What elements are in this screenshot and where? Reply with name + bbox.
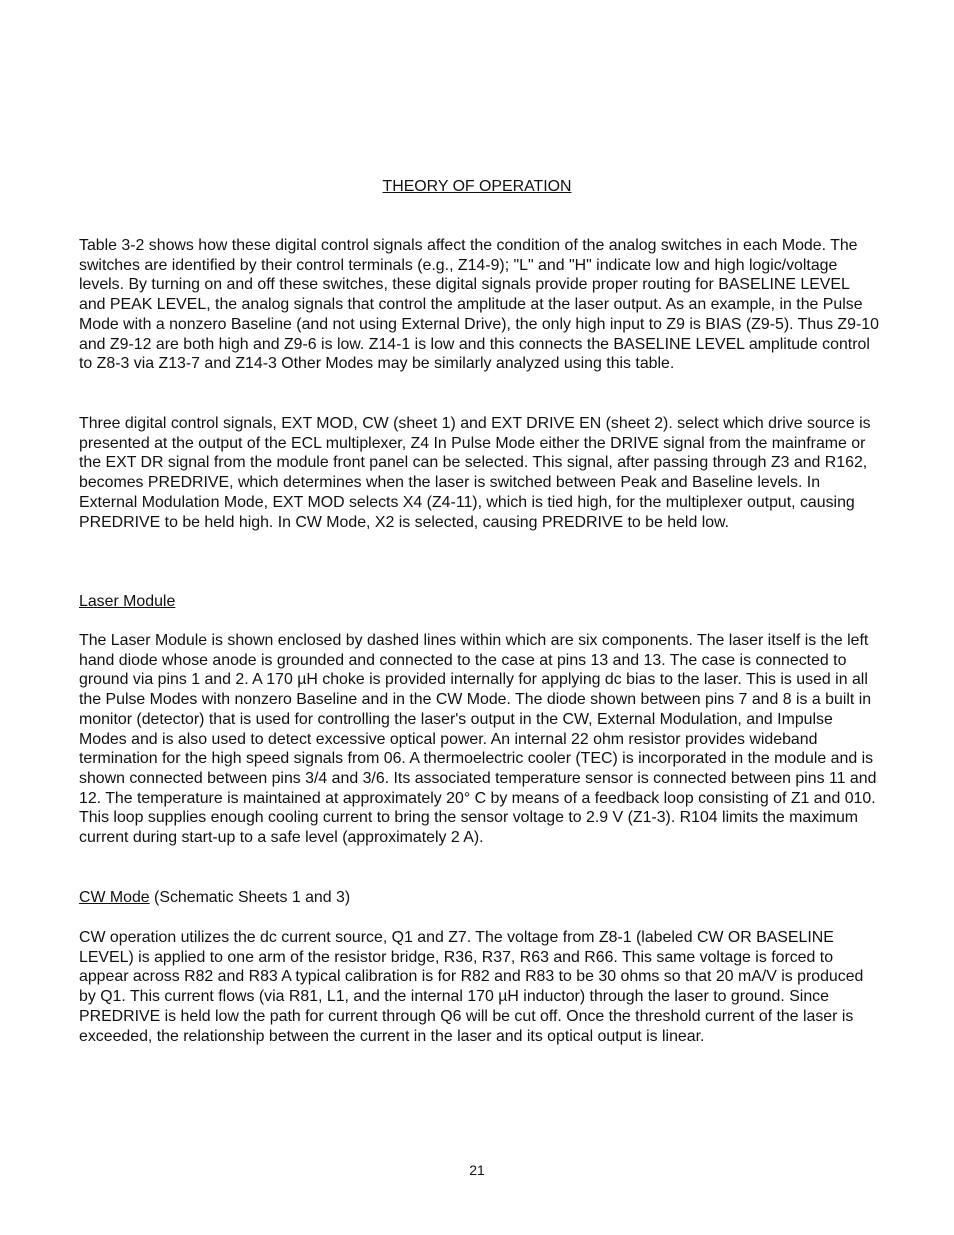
cw-mode-heading-note: (Schematic Sheets 1 and 3): [149, 889, 351, 906]
paragraph-laser-module: The Laser Module is shown enclosed by dashed lines within which are six components. The laser itself is the left hand diode whose anode is grounded and connected to the case at pins 13 and 13. The case is connected to ground via pins 1 and 2. A 170 µH choke is provided internally for applying dc bias to the laser. This is used in all the Pulse Modes with nonzero Baseline and in the CW Mode. The diode shown between pins 7 and 8 is a built in monitor (detector) that is used for controlling the laser's output in the CW, External Modulation, and Impulse Modes and is also used to detect excessive optical power. An internal 22 ohm resistor provides wideband termination for the high speed signals from 06. A thermoelectric cooler (TEC) is incorporated in the module and is shown connected between pins 3/4 and 3/6. Its associated temperature sensor is connected between pins 11 and 12. The temperature is maintained at approximately 20° C by means of a feedback loop consisting of Z1 and 010. This loop supplies enough cooling current to bring the sensor voltage to 2.9 V (Z1-3). R104 limits the maximum current during start-up to a safe level (approximately 2 A).: [79, 632, 877, 847]
paragraph-table-3-2: Table 3-2 shows how these digital control signals affect the condition of the analog switches in each Mode. The switches are identified by their control terminals (e.g., Z14-9); "L" and "H" indicate low and high logic/voltage levels. By turning on and off these switches, these digital signals provide proper routing for BASELINE LEVEL and PEAK LEVEL, the analog signals that control the amplitude at the laser output. As an example, in the Pulse Mode with a nonzero Baseline (and not using External Drive), the only high input to Z9 is BIAS (Z9-5). Thus Z9-10 and Z9-12 are both high and Z9-6 is low. Z14-1 is low and this connects the BASELINE LEVEL amplitude control to Z8-3 via Z13-7 and Z14-3 Other Modes may be similarly analyzed using this table.: [79, 237, 879, 373]
cw-mode-heading-text: CW Mode: [79, 889, 150, 906]
paragraph-cw-mode: CW operation utilizes the dc current source, Q1 and Z7. The voltage from Z8-1 (labeled CW OR BASELINE LEVEL) is applied to one arm of the resistor bridge, R36, R37, R63 and R66. This same voltage is forced to appear across R82 and R83 A typical calibration is for R82 and R83 to be 30 ohms so that 20 mA/V is produced by Q1. This current flows (via R81, L1, and the internal 170 µH inductor) through the laser to ground. Since PREDRIVE is held low the path for current through Q6 will be cut off. Once the threshold current of the laser is exceeded, the relationship between the current in the laser and its optical output is linear.: [79, 929, 864, 1045]
paragraph-digital-control-signals: Three digital control signals, EXT MOD, CW (sheet 1) and EXT DRIVE EN (sheet 2). select which drive source is presented at the output of the ECL multiplexer, Z4 In Pulse Mode either the DRIVE signal from the mainframe or the EXT DR signal from the module front panel can be selected. This signal, after passing through Z3 and R162, becomes PREDRIVE, which determines when the laser is switched between Peak and Baseline levels. In External Modulation Mode, EXT MOD selects X4 (Z4-11), which is tied high, for the multiplexer output, causing PREDRIVE to be held high. In CW Mode, X2 is selected, causing PREDRIVE to be held low.: [79, 415, 871, 531]
page-number: 21: [469, 1162, 485, 1178]
section-heading-laser-module: [79, 592, 175, 612]
page-title: THEORY OF OPERATION: [382, 178, 572, 195]
section-heading-cw-mode: [79, 888, 350, 908]
laser-module-heading-text: Laser Module: [79, 593, 176, 610]
